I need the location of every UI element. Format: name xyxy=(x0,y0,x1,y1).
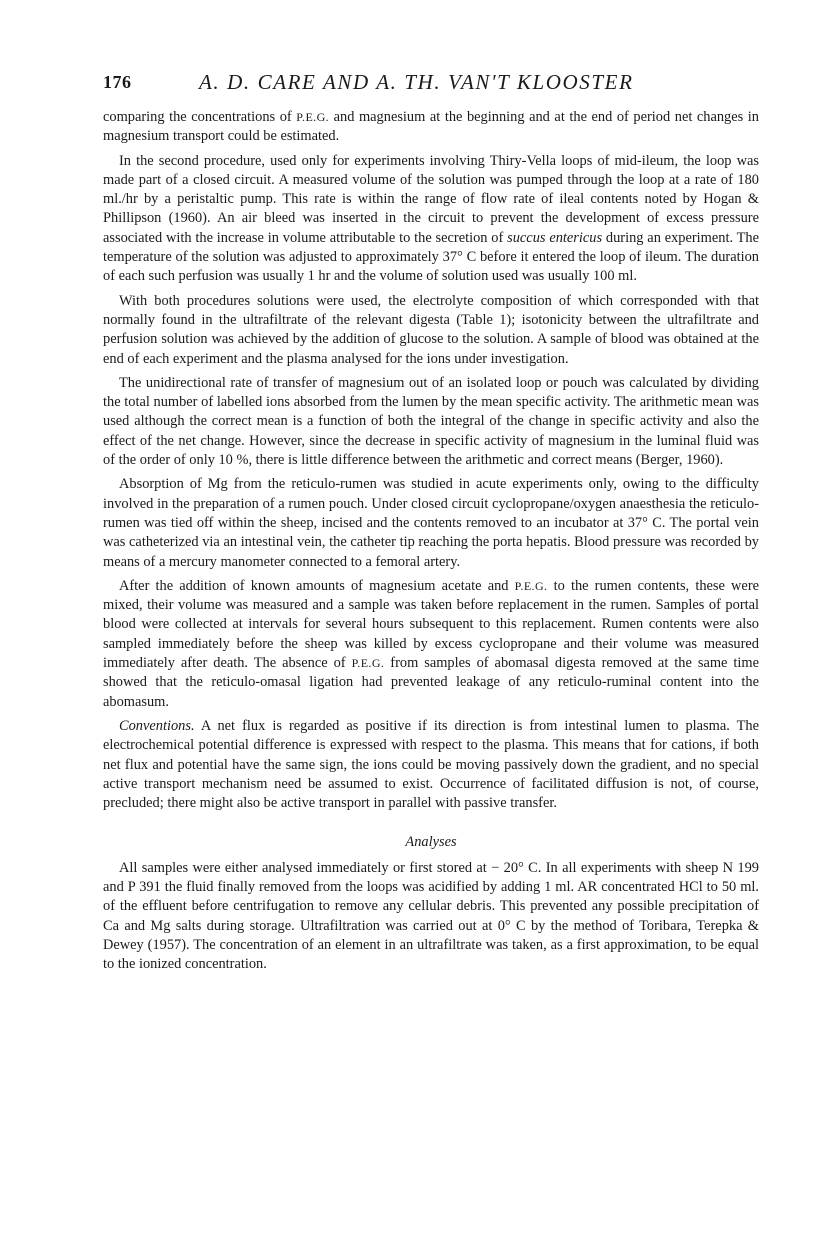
text-run: After the addition of known amounts of magnesium acetate and xyxy=(119,577,509,594)
text-run: In the second procedure, used only for experiments involving Thiry-Vella loops of mid-ileum, the loop was made part of a closed circuit. A measured volume of the solution was pumped through the loop at a rate of 180 ml./hr by a peristaltic pump. This rate is within the range of flow rate of ileal contents noted by Hogan & Phillipson (1960). An air bleed was inserted in the circuit to prevent the development of excess pressure associated with the increase in volume attributable to the secretion of xyxy=(103,152,759,246)
paragraph-analyses: All samples were either analysed immediately or first stored at − 20° C. In all experiments with sheep N 199 and P 391 the fluid finally removed from the loops was acidified by adding 1 ml. AR concentrated HCl to 50 ml. of the effluent before centrifugation to remove any cellular debris. This prevented any possible precipitation of Ca and Mg salts during storage. Ultrafiltration was carried out at 0° C by the method of Toribara, Terepka & Dewey (1957). The concentration of an element in an ultrafiltrate was taken, as a first approximation, to be equal to the ionized concentration. xyxy=(103,859,759,973)
conventions-label: Conventions. xyxy=(119,717,195,734)
italic-term: succus entericus xyxy=(507,229,603,246)
paragraph-3: With both procedures solutions were used, the electrolyte composition of which corresponded with that normally found in the ultrafiltrate of the relevant digesta (Table 1); isotonicity between the ultrafiltrate and perfusion solution was achieved by the addition of glucose to the solution. A sample of blood was obtained at the end of each experiment and the plasma analysed for the ions under investigation. xyxy=(103,292,759,367)
peg-abbrev: P.E.G. xyxy=(514,578,548,593)
article-body xyxy=(103,108,759,979)
page-number: 176 xyxy=(103,72,132,92)
text-run: during an experiment. The temperature of the solution was adjusted to approximately 37° C before it entered the loop of ileum. The duration of each such perfusion was usually 1 hr and the volume of solution used was usually 100 ml. xyxy=(103,229,759,285)
peg-abbrev: P.E.G. xyxy=(296,110,330,124)
text-run: A net flux is regarded as positive if its direction is from intestinal lumen to plasma. The electrochemical potential difference is expressed with respect to the plasma. This means that for cations, if both net flux and potential have the same sign, the ions could be moving passively down the gradient, and no special active transport mechanism need be assumed to exist. Occurrence of facilitated diffusion is not, of course, precluded; there might also be active transport in parallel with passive transfer. xyxy=(103,717,759,812)
text-run: from samples of abomasal digesta removed at the same time showed that the reticulo-omasal ligation had prevented leakage of any reticulo-ruminal content into the abomasum. xyxy=(103,655,759,710)
paragraph-1 xyxy=(103,108,759,147)
running-title: A. D. CARE AND A. TH. VAN'T KLOOSTER xyxy=(199,70,634,94)
paragraph-conventions xyxy=(103,717,759,813)
text-run: to the rumen contents, these were mixed, their volume was measured and a sample was taken before replacement in the rumen. Samples of portal blood were collected at intervals for several hours subsequent to this replacement. Rumen contents were also sampled immediately before the sheep was killed by excess cyclopropane and their volume was measured immediately after death. The absence of xyxy=(103,577,759,672)
paragraph-2 xyxy=(103,152,759,287)
section-heading-analyses: Analyses xyxy=(405,834,457,851)
paragraph-4: The unidirectional rate of transfer of magnesium out of an isolated loop or pouch was calculated by dividing the total number of labelled ions absorbed from the lumen by the mean specific activity. The arithmetic mean was used although the correct mean is a function of both the integral of the change in specific activity and also the effect of the net change. However, since the decrease in specific activity of magnesium in the luminal fluid was of the order of only 10 %, there is little difference between the arithmetic and correct means (Berger, 1960). xyxy=(103,374,759,469)
text-run: and magnesium at the beginning and at the end of period net changes in magnesium transport could be estimated. xyxy=(103,109,759,145)
paragraph-5: Absorption of Mg from the reticulo-rumen was studied in acute experiments only, owing to the difficulty involved in the preparation of a rumen pouch. Under closed circuit cyclopropane/oxygen anaesthesia the reticulo-rumen was tied off within the sheep, incised and the contents removed to an incubator at 37° C. The portal vein was catheterized via an intestinal vein, the catheter tip reaching the porta hepatis. Blood pressure was recorded by means of a mercury manometer connected to a femoral artery. xyxy=(103,476,759,570)
text-run: comparing the concentrations of xyxy=(103,109,292,125)
peg-abbrev: P.E.G. xyxy=(351,656,385,671)
page-header xyxy=(103,72,759,102)
paragraph-6 xyxy=(103,577,759,712)
